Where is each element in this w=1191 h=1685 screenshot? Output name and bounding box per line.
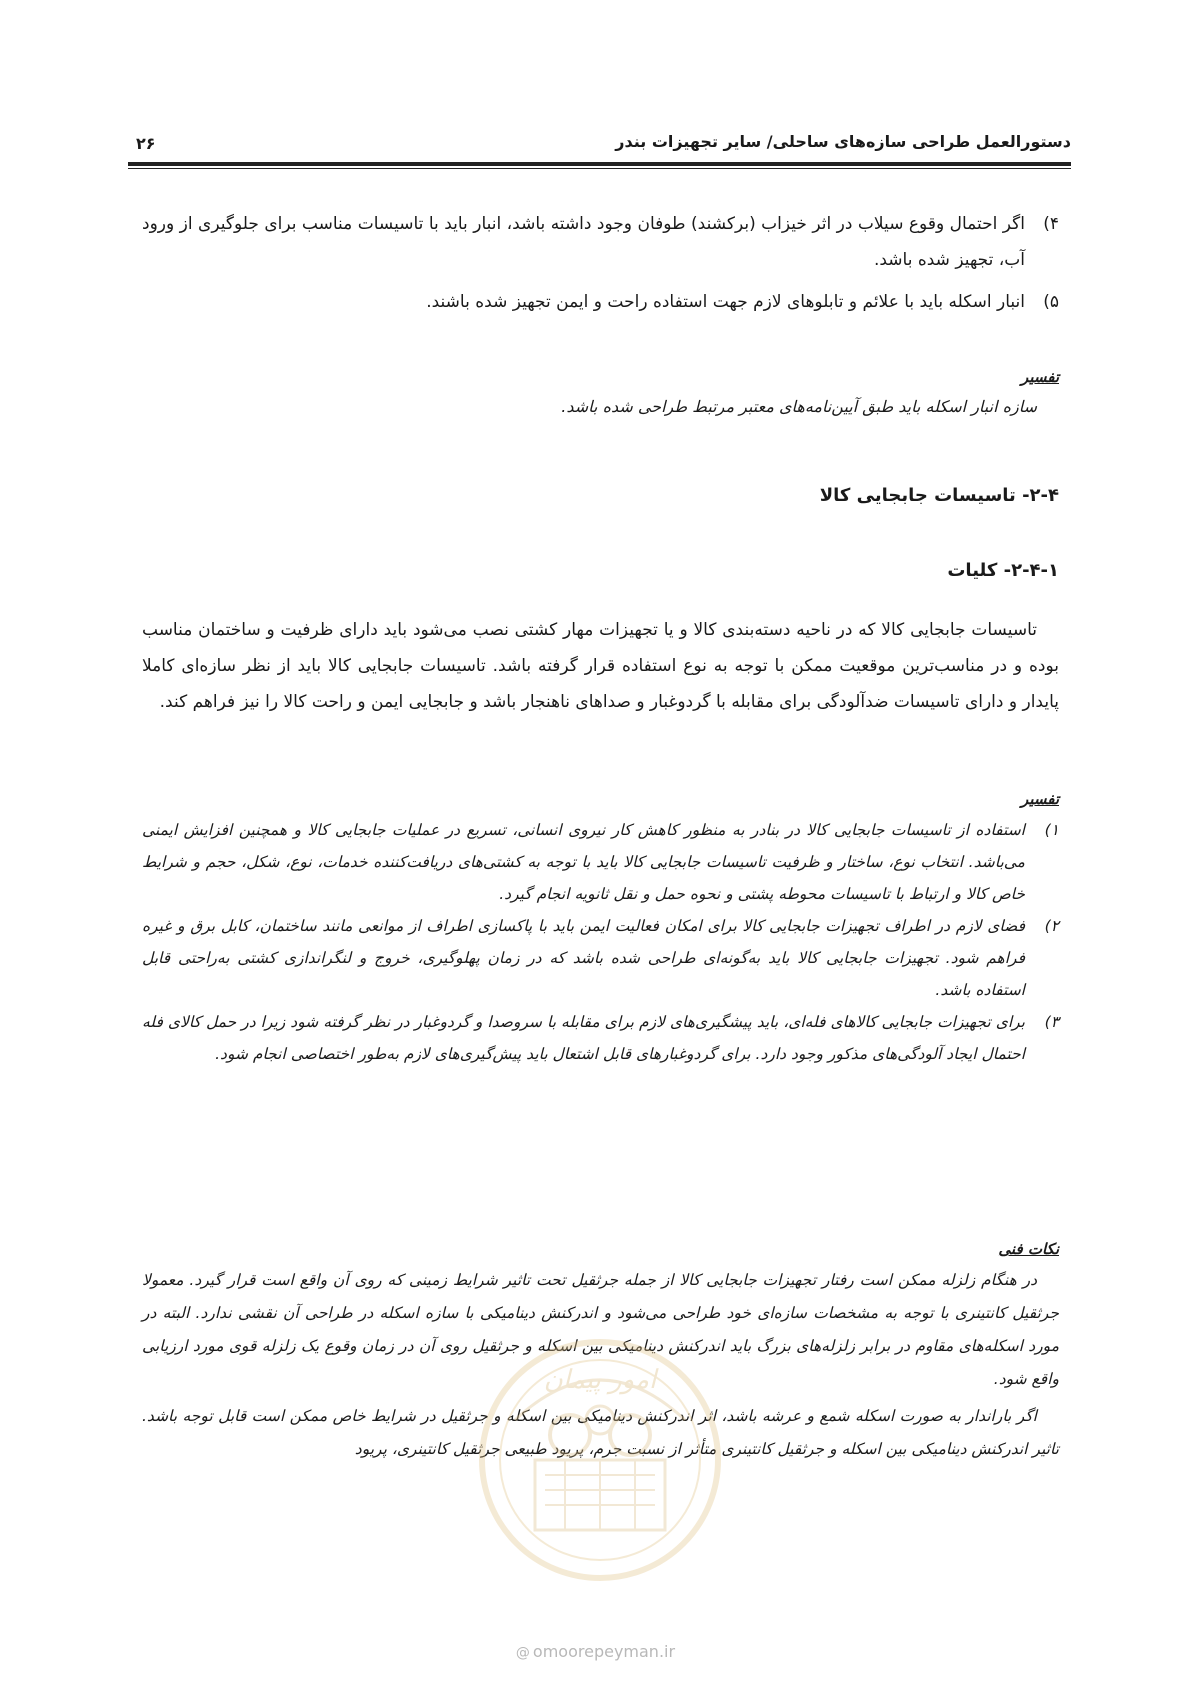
list-item-text: انبار اسکله باید با علائم و تابلوهای لازم جهت استفاده راحت و ایمن تجهیز شده باشند. <box>426 292 1025 312</box>
commentary-label: تفسیر <box>1021 790 1059 808</box>
technical-notes-label: نکات فنی <box>998 1240 1059 1258</box>
body-paragraph-block <box>142 612 1059 720</box>
commentary-item-number: ۱) <box>1044 821 1059 839</box>
commentary-text: سازه انبار اسکله باید طبق آیین‌نامه‌های معتبر مرتبط طراحی شده باشد. <box>561 397 1037 416</box>
body-paragraph: تاسیسات جابجایی کالا که در ناحیه دسته‌بندی کالا و یا تجهیزات مهار کشتی نصب می‌شود باید دارای ظرفیت و ساختمان مناسب بوده و در مناسب‌ترین موقعیت ممکن با توجه به نوع استفاده قرار گرفته باشد. تاسیسات جابجایی کالا باید از نظر سازه‌ای کاملا پایدار و دارای تاسیسات ضدآلودگی برای مقابله با گردوغبار و صداهای ناهنجار باشد و جابجایی ایمن و راحت کالا را نیز فراهم کند. <box>142 620 1059 712</box>
header-rule-thin <box>128 168 1071 169</box>
list-item <box>142 206 1059 278</box>
footer-url-text: omoorepeyman.ir <box>532 1642 676 1661</box>
list-item-number: ۵) <box>1043 292 1059 312</box>
scale-icon <box>535 1460 665 1530</box>
commentary-label: تفسیر <box>1021 368 1059 386</box>
commentary-block-2 <box>142 790 1059 1070</box>
at-sign-icon: @ <box>515 1645 530 1661</box>
list-item-number: ۴) <box>1043 214 1059 234</box>
top-list <box>142 206 1059 320</box>
technical-notes-block <box>142 1240 1059 1466</box>
subsection-heading: ۲-۴-۱- کلیات <box>947 560 1059 581</box>
section-heading: ۲-۴- تاسیسات جابجایی کالا <box>819 485 1059 506</box>
footer-website <box>0 1642 1191 1661</box>
commentary-item-number: ۲) <box>1044 917 1059 935</box>
commentary-item-text: فضای لازم در اطراف تجهیزات جابجایی کالا برای امکان فعالیت ایمن باید با پاکسازی اطراف از موانعی مانند ساختمان، کابل برق و غیره فراهم شود. تجهیزات جابجایی کالا باید به‌گونه‌ای طراحی شده باشد که در زمان پهلوگیری، خروج و لنگراندازی کشتی به‌راحتی قابل استفاده باشد. <box>142 917 1025 999</box>
list-item-text: اگر احتمال وقوع سیلاب در اثر خیزاب (برکشند) طوفان وجود داشته باشد، انبار باید با تاسیسات مناسب برای جلوگیری از ورود آب، تجهیز شده باشد. <box>142 214 1025 270</box>
commentary-item <box>142 814 1059 910</box>
commentary-item-text: استفاده از تاسیسات جابجایی کالا در بنادر به منظور کاهش کار نیروی انسانی، تسریع در عملیات جابجایی کالا و همچنین افزایش ایمنی می‌باشد. انتخاب نوع، ساختار و ظرفیت تاسیسات جابجایی کالا باید با توجه به کشتی‌های دریافت‌کننده خدمات، نوع، شکل، حجم و شرایط خاص کالا و ارتباط با تاسیسات محوطه پشتی و نحوه حمل و نقل ثانویه انجام گیرد. <box>142 821 1025 903</box>
technical-notes-paragraph: در هنگام زلزله ممکن است رفتار تجهیزات جابجایی کالا از جمله جرثقیل تحت تاثیر شرایط زمینی که روی آن واقع است قرار گیرد. معمولا جرثقیل کانتینری با توجه به مشخصات سازه‌ای خود طراحی می‌شود و اندرکنش دینامیکی با سازه اسکله در طراحی آن نقشی ندارد. البته در مورد اسکله‌های مقاوم در برابر زلزله‌های بزرگ باید اندرکنش دینامیکی بین اسکله و جرثقیل روی آن در زمان وقوع یک زلزله قوی مورد ارزیابی واقع شود. <box>142 1271 1059 1388</box>
header-rule-thick <box>128 162 1071 166</box>
commentary-item-number: ۳) <box>1044 1013 1059 1031</box>
section-heading-block <box>142 485 1059 506</box>
running-title: دستورالعمل طراحی سازه‌های ساحلی/ سایر تجهیزات بندر <box>615 132 1071 151</box>
commentary-item <box>142 910 1059 1006</box>
commentary-item <box>142 1006 1059 1070</box>
technical-notes-paragraph: اگر باراندار به صورت اسکله شمع و عرشه باشد، اثر اندرکنش دینامیکی بین اسکله و جرثقیل در شرایط خاص ممکن است قابل توجه باشد. تاثیر اندرکنش دینامیکی بین اسکله و جرثقیل کانتینری متأثر از نسبت جرم، پریود طبیعی جرثقیل کانتینری، پریود <box>142 1407 1059 1458</box>
page-number: ۲۶ <box>136 134 156 153</box>
subsection-heading-block <box>142 560 1059 581</box>
list-item <box>142 284 1059 320</box>
commentary-block-1 <box>142 368 1059 424</box>
watermark-text: امور پیمان <box>543 1365 657 1395</box>
page-header <box>128 128 1071 168</box>
commentary-item-text: برای تجهیزات جابجایی کالاهای فله‌ای، باید پیشگیری‌های لازم برای مقابله با سروصدا و گردوغبار در نظر گرفته شود زیرا در حمل کالای فله احتمال ایجاد آلودگی‌های مذکور وجود دارد. برای گردوغبارهای قابل اشتعال باید پیش‌گیری‌های لازم به‌طور اختصاصی انجام شود. <box>142 1013 1025 1063</box>
